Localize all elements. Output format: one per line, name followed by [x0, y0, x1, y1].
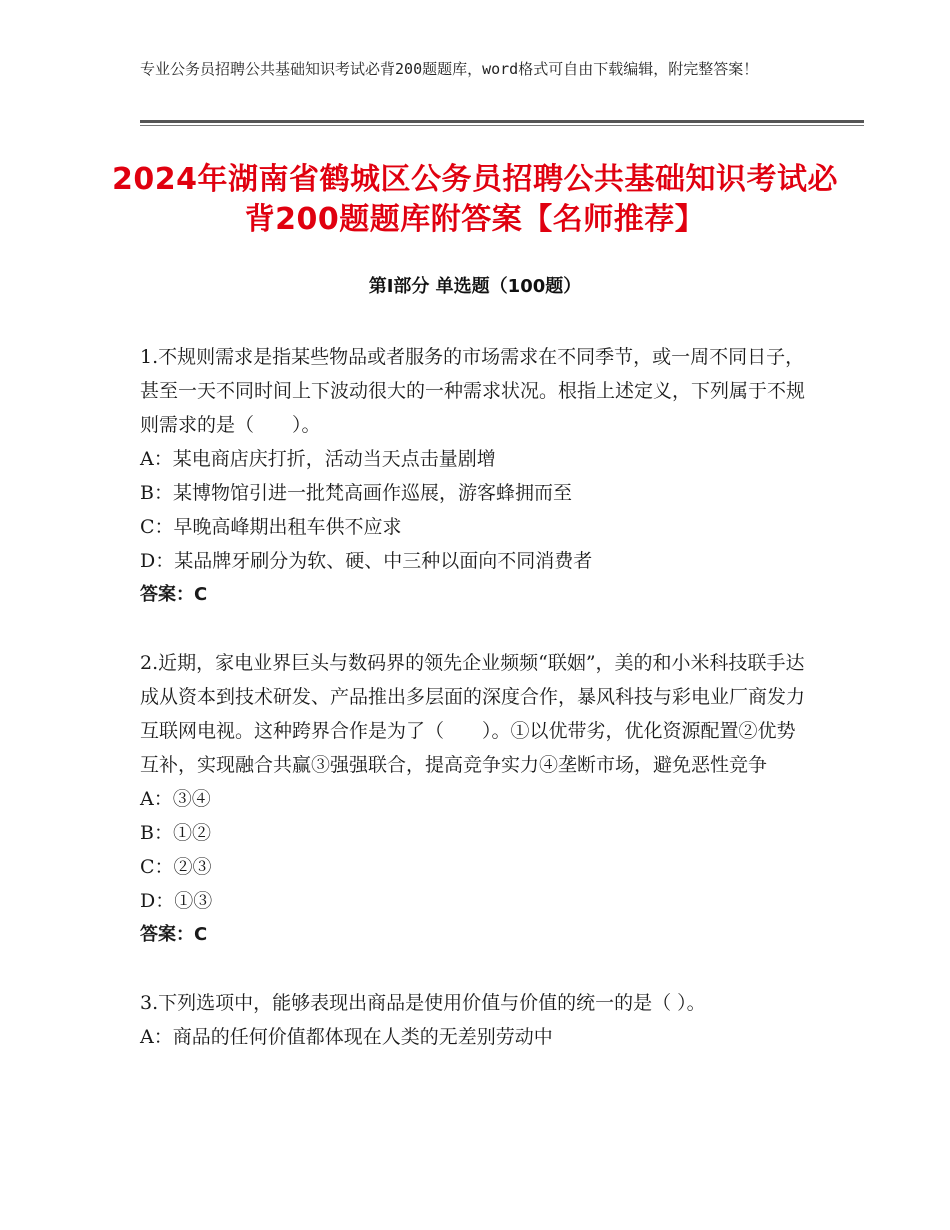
header-divider-thick	[140, 120, 864, 123]
question-list	[140, 340, 810, 1054]
option-b: B：某博物馆引进一批梵高画作巡展，游客蜂拥而至	[140, 482, 572, 504]
option-a: A：商品的任何价值都体现在人类的无差别劳动中	[140, 1026, 553, 1048]
answer: 答案：C	[140, 584, 208, 605]
question-2	[140, 646, 810, 952]
option-c: C：②③	[140, 856, 212, 878]
answer: 答案：C	[140, 924, 208, 945]
option-a: A：某电商店庆打折，活动当天点击量剧增	[140, 448, 496, 470]
option-c: C：早晚高峰期出租车供不应求	[140, 516, 402, 538]
option-d: D：①③	[140, 890, 213, 912]
question-1	[140, 340, 810, 612]
question-3	[140, 986, 810, 1054]
header-note: 专业公务员招聘公共基础知识考试必背200题题库，word格式可自由下载编辑，附完整答案！	[140, 60, 759, 78]
question-stem: 3.下列选项中，能够表现出商品是使用价值与价值的统一的是（ ）。	[140, 992, 706, 1014]
question-stem: 1.不规则需求是指某些物品或者服务的市场需求在不同季节，或一周不同日子，甚至一天不同时间上下波动很大的一种需求状况。根指上述定义，下列属于不规则需求的是（ ）。	[140, 346, 806, 436]
section-heading: 第I部分 单选题（100题）	[368, 276, 582, 297]
question-stem: 2.近期，家电业界巨头与数码界的领先企业频频“联姻”，美的和小米科技联手达成从资本到技术研发、产品推出多层面的深度合作，暴风科技与彩电业厂商发力互联网电视。这种跨界合作是为了（ ）。①以优带劣，优化资源配置②优势互补，实现融合共赢③强强联合，提高竞争实力④垄断市场，避免恶性竞争	[140, 652, 806, 776]
header-divider-thin	[140, 125, 864, 126]
option-d: D：某品牌牙刷分为软、硬、中三种以面向不同消费者	[140, 550, 593, 572]
option-b: B：①②	[140, 822, 211, 844]
document-title: 2024年湖南省鹤城区公务员招聘公共基础知识考试必背200题题库附答案【名师推荐】	[112, 162, 838, 237]
option-a: A：③④	[140, 788, 211, 810]
